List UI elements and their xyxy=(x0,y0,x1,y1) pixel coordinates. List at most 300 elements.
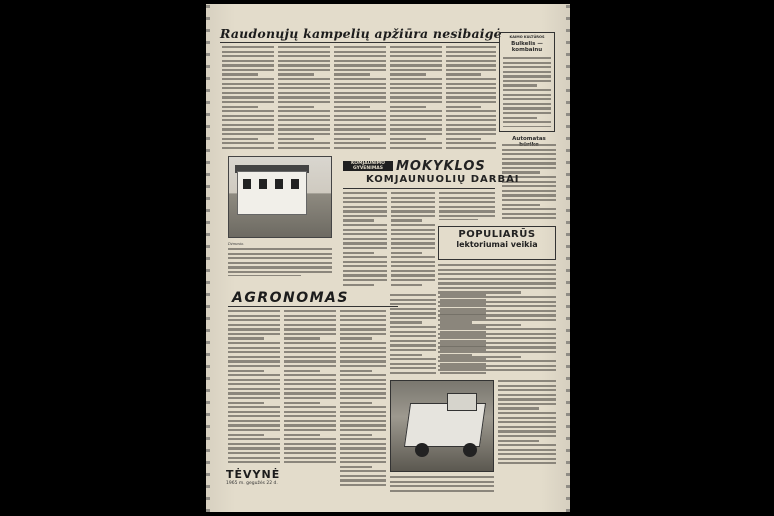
text-line xyxy=(498,453,556,455)
text-line xyxy=(390,485,494,487)
text-line xyxy=(278,51,330,53)
text-line xyxy=(340,351,386,353)
text-line xyxy=(502,158,556,160)
text-line xyxy=(228,402,264,404)
text-line xyxy=(446,119,496,121)
text-line xyxy=(334,83,386,85)
section-rule xyxy=(343,188,495,189)
text-line xyxy=(343,279,387,281)
text-line xyxy=(439,215,495,217)
text-line xyxy=(446,106,481,108)
text-line xyxy=(228,347,280,349)
text-line xyxy=(343,192,387,194)
text-line xyxy=(502,185,556,187)
text-line xyxy=(390,294,436,296)
text-line xyxy=(278,78,330,80)
text-line xyxy=(498,389,556,391)
text-line xyxy=(278,87,330,89)
text-line xyxy=(278,142,330,144)
text-line xyxy=(390,101,442,103)
text-line xyxy=(390,321,422,323)
text-line xyxy=(340,319,386,321)
page-edge-right xyxy=(566,4,570,512)
text-line xyxy=(228,257,332,259)
text-line xyxy=(343,224,387,226)
text-line xyxy=(503,94,551,96)
text-line xyxy=(222,60,274,62)
text-line xyxy=(278,60,330,62)
text-line xyxy=(502,213,556,215)
text-line xyxy=(340,392,386,394)
text-line xyxy=(340,328,386,330)
text-line xyxy=(390,142,442,144)
text-line xyxy=(228,461,280,463)
text-line xyxy=(228,351,280,353)
article-column xyxy=(222,46,274,150)
text-line xyxy=(498,417,556,419)
text-line xyxy=(278,46,330,48)
text-line xyxy=(498,430,556,432)
text-line xyxy=(228,324,280,326)
newspaper-page xyxy=(206,4,570,512)
text-line xyxy=(334,124,386,126)
text-line xyxy=(390,73,426,75)
text-line xyxy=(438,273,556,275)
text-line xyxy=(340,356,386,358)
article-column xyxy=(340,310,386,488)
text-line xyxy=(228,275,301,276)
text-line xyxy=(498,398,556,400)
text-line xyxy=(391,261,435,263)
text-line xyxy=(278,110,330,112)
article-column xyxy=(228,310,280,464)
text-line xyxy=(278,96,330,98)
text-line xyxy=(498,462,556,464)
text-line xyxy=(446,60,496,62)
text-line xyxy=(284,406,336,408)
article-column xyxy=(278,46,330,150)
article-column xyxy=(446,46,496,150)
text-line xyxy=(278,124,330,126)
text-line xyxy=(340,333,386,335)
text-line xyxy=(391,247,435,249)
text-line xyxy=(222,115,274,117)
text-line xyxy=(343,197,387,199)
text-line xyxy=(284,452,336,454)
text-line xyxy=(222,96,274,98)
text-line xyxy=(228,429,280,431)
text-line xyxy=(390,147,442,149)
text-line xyxy=(334,101,386,103)
text-line xyxy=(222,147,274,149)
text-line xyxy=(390,372,436,374)
text-line xyxy=(228,271,332,273)
text-line xyxy=(284,461,336,463)
text-line xyxy=(222,46,274,48)
text-line xyxy=(390,358,436,360)
text-line xyxy=(440,299,486,301)
text-line xyxy=(503,107,551,109)
text-line xyxy=(284,420,336,422)
text-line xyxy=(340,420,386,422)
text-line xyxy=(284,434,320,436)
text-line xyxy=(340,466,372,468)
text-line xyxy=(440,321,472,323)
text-line xyxy=(391,284,422,286)
photo-window xyxy=(243,179,251,189)
text-line xyxy=(228,360,280,362)
text-line xyxy=(390,476,494,478)
photo-window xyxy=(275,179,283,189)
text-line xyxy=(222,133,274,135)
text-line xyxy=(228,383,280,385)
text-line xyxy=(228,253,332,255)
text-line xyxy=(503,71,551,73)
text-line xyxy=(391,224,435,226)
text-line xyxy=(340,479,386,481)
text-line xyxy=(440,358,486,360)
text-line xyxy=(284,402,320,404)
text-line xyxy=(284,319,336,321)
text-line xyxy=(340,360,386,362)
text-line xyxy=(284,365,336,367)
text-line xyxy=(284,342,336,344)
article-column xyxy=(440,294,486,376)
text-line xyxy=(222,69,274,71)
text-line xyxy=(343,242,387,244)
text-line xyxy=(222,128,274,130)
text-line xyxy=(440,331,486,333)
text-line xyxy=(391,274,435,276)
text-line xyxy=(438,278,556,280)
text-line xyxy=(340,484,386,486)
photo1-caption: Dėmesio. xyxy=(228,242,245,246)
text-line xyxy=(502,149,556,151)
section-banner-text: KOMJAUNIMO GYVENIMAS xyxy=(350,161,385,171)
text-line xyxy=(390,87,442,89)
text-line xyxy=(502,190,556,192)
text-line xyxy=(278,83,330,85)
text-line xyxy=(284,383,336,385)
text-line xyxy=(446,115,496,117)
text-line xyxy=(228,420,280,422)
text-line xyxy=(222,64,274,66)
text-line xyxy=(446,51,496,53)
text-line xyxy=(334,115,386,117)
text-line xyxy=(334,87,386,89)
text-line xyxy=(439,197,495,199)
text-line xyxy=(343,238,387,240)
text-line xyxy=(340,342,386,344)
text-line xyxy=(502,208,556,210)
text-line xyxy=(343,261,387,263)
text-line xyxy=(284,429,336,431)
text-line xyxy=(440,363,486,365)
text-line xyxy=(438,282,556,284)
text-line xyxy=(340,370,372,372)
text-line xyxy=(503,89,551,91)
text-line xyxy=(390,299,436,301)
article-column xyxy=(390,294,436,376)
text-line xyxy=(340,461,386,463)
text-line xyxy=(340,415,386,417)
text-line xyxy=(439,210,495,212)
text-line xyxy=(440,340,486,342)
text-line xyxy=(343,229,387,231)
article-column xyxy=(334,46,386,150)
text-line xyxy=(391,206,435,208)
text-line xyxy=(284,337,320,339)
text-line xyxy=(334,60,386,62)
text-line xyxy=(343,284,374,286)
text-line xyxy=(440,308,486,310)
text-line xyxy=(391,201,435,203)
text-line xyxy=(284,356,336,358)
text-line xyxy=(222,124,274,126)
text-line xyxy=(334,119,386,121)
headline-rule xyxy=(220,42,500,43)
text-line xyxy=(502,217,556,219)
text-line xyxy=(446,147,496,149)
text-line xyxy=(340,388,386,390)
text-line xyxy=(390,354,422,356)
text-line xyxy=(340,411,386,413)
text-line xyxy=(502,167,556,169)
text-line xyxy=(278,133,330,135)
text-line xyxy=(446,46,496,48)
text-line xyxy=(503,117,537,119)
text-line xyxy=(343,201,387,203)
text-line xyxy=(340,438,386,440)
text-line xyxy=(228,315,280,317)
article-column xyxy=(391,192,435,286)
text-line xyxy=(222,106,258,108)
photo-machine-cab xyxy=(447,393,477,411)
text-line xyxy=(228,424,280,426)
text-line xyxy=(278,69,330,71)
text-line xyxy=(228,266,332,268)
photo-wheel xyxy=(463,443,477,457)
text-line xyxy=(228,415,280,417)
text-line xyxy=(228,337,264,339)
text-line xyxy=(284,447,336,449)
text-line xyxy=(390,106,426,108)
text-line xyxy=(278,64,330,66)
text-line xyxy=(228,434,264,436)
text-line xyxy=(498,444,556,446)
text-line xyxy=(228,406,280,408)
text-line xyxy=(503,103,551,105)
text-line xyxy=(498,394,556,396)
section-title: MOKYKLOS xyxy=(396,159,486,174)
text-line xyxy=(391,197,435,199)
text-line xyxy=(340,379,386,381)
text-line xyxy=(498,403,556,405)
text-line xyxy=(340,429,386,431)
text-line xyxy=(228,365,280,367)
text-line xyxy=(446,55,496,57)
text-line xyxy=(284,324,336,326)
text-line xyxy=(343,270,387,272)
text-line xyxy=(343,265,387,267)
text-line xyxy=(284,328,336,330)
text-line xyxy=(334,106,370,108)
article-column xyxy=(284,310,336,464)
text-line xyxy=(340,383,386,385)
text-line xyxy=(340,424,386,426)
text-line xyxy=(334,78,386,80)
masthead: TĖVYNĖ xyxy=(226,468,281,481)
text-line xyxy=(440,317,486,319)
section-subtitle: KOMJAUNUOLIŲ DARBAI xyxy=(366,174,520,185)
text-line xyxy=(228,333,280,335)
text-line xyxy=(222,92,274,94)
text-line xyxy=(446,133,496,135)
text-line xyxy=(340,443,386,445)
feature-subtitle: lektoriumai veikia xyxy=(456,240,538,249)
text-line xyxy=(278,128,330,130)
text-line xyxy=(503,62,551,64)
text-line xyxy=(390,326,436,328)
text-line xyxy=(340,447,386,449)
text-line xyxy=(284,443,336,445)
text-line xyxy=(334,110,386,112)
text-line xyxy=(343,252,374,254)
text-line xyxy=(334,147,386,149)
text-line xyxy=(343,206,387,208)
text-line xyxy=(340,475,386,477)
text-line xyxy=(391,229,435,231)
agronomas-rule xyxy=(228,306,398,307)
text-line xyxy=(503,126,551,127)
text-line xyxy=(439,192,495,194)
text-line xyxy=(390,312,436,314)
text-line xyxy=(503,75,551,77)
text-line xyxy=(440,294,486,296)
text-line xyxy=(446,69,496,71)
text-line xyxy=(222,101,274,103)
text-line xyxy=(390,115,442,117)
text-line xyxy=(228,411,280,413)
text-line xyxy=(284,415,336,417)
photo-building xyxy=(228,156,332,238)
text-line xyxy=(390,64,442,66)
text-line xyxy=(446,83,496,85)
text-line xyxy=(446,128,496,130)
text-line xyxy=(502,162,556,164)
text-line xyxy=(222,138,258,140)
text-line xyxy=(390,138,426,140)
text-line xyxy=(278,138,314,140)
text-line xyxy=(334,73,370,75)
text-line xyxy=(222,73,258,75)
article-column xyxy=(390,46,442,150)
text-line xyxy=(222,142,274,144)
text-line xyxy=(503,112,551,114)
text-line xyxy=(284,351,336,353)
photo-wheel xyxy=(415,443,429,457)
photo-machine xyxy=(390,380,494,472)
text-line xyxy=(503,121,551,123)
text-line xyxy=(440,312,486,314)
text-line xyxy=(340,347,386,349)
text-line xyxy=(390,335,436,337)
text-line xyxy=(278,55,330,57)
text-line xyxy=(446,142,496,144)
text-line xyxy=(228,342,280,344)
text-line xyxy=(440,344,486,346)
text-line xyxy=(502,144,556,146)
text-line xyxy=(440,372,486,374)
text-line xyxy=(390,78,442,80)
text-line xyxy=(498,421,556,423)
text-line xyxy=(284,310,336,312)
text-line xyxy=(391,210,435,212)
text-line xyxy=(390,119,442,121)
text-line xyxy=(340,457,386,459)
text-line xyxy=(340,397,386,399)
text-line xyxy=(390,363,436,365)
text-line xyxy=(391,252,422,254)
text-line xyxy=(334,69,386,71)
text-line xyxy=(278,119,330,121)
text-line xyxy=(446,96,496,98)
text-line xyxy=(222,119,274,121)
text-line xyxy=(498,385,556,387)
text-line xyxy=(340,337,372,339)
text-line xyxy=(334,133,386,135)
text-line xyxy=(391,238,435,240)
text-line xyxy=(390,46,442,48)
text-line xyxy=(343,256,387,258)
text-line xyxy=(222,78,274,80)
text-line xyxy=(390,490,494,492)
text-line xyxy=(390,51,442,53)
text-line xyxy=(391,270,435,272)
text-line xyxy=(390,331,436,333)
text-line xyxy=(228,388,280,390)
text-line xyxy=(228,443,280,445)
feature-title: POPULIARŪS xyxy=(458,229,536,240)
photo-building-wall xyxy=(237,171,307,215)
text-line xyxy=(228,319,280,321)
text-line xyxy=(440,326,486,328)
text-line xyxy=(222,87,274,89)
text-line xyxy=(390,124,442,126)
text-line xyxy=(228,452,280,454)
text-line xyxy=(390,340,436,342)
text-line xyxy=(390,367,436,369)
text-line xyxy=(284,392,336,394)
text-line xyxy=(498,435,556,437)
text-line xyxy=(334,55,386,57)
sidebox-text xyxy=(503,57,551,127)
text-line xyxy=(446,110,496,112)
text-line xyxy=(439,201,495,203)
text-line xyxy=(334,142,386,144)
text-line xyxy=(446,138,481,140)
text-line xyxy=(503,66,551,68)
text-line xyxy=(446,78,496,80)
text-line xyxy=(284,388,336,390)
caption-lines xyxy=(228,248,332,276)
article-column xyxy=(498,380,556,464)
text-line xyxy=(284,397,336,399)
text-line xyxy=(334,92,386,94)
text-line xyxy=(503,84,537,86)
text-line xyxy=(440,354,472,356)
text-line xyxy=(498,380,556,382)
